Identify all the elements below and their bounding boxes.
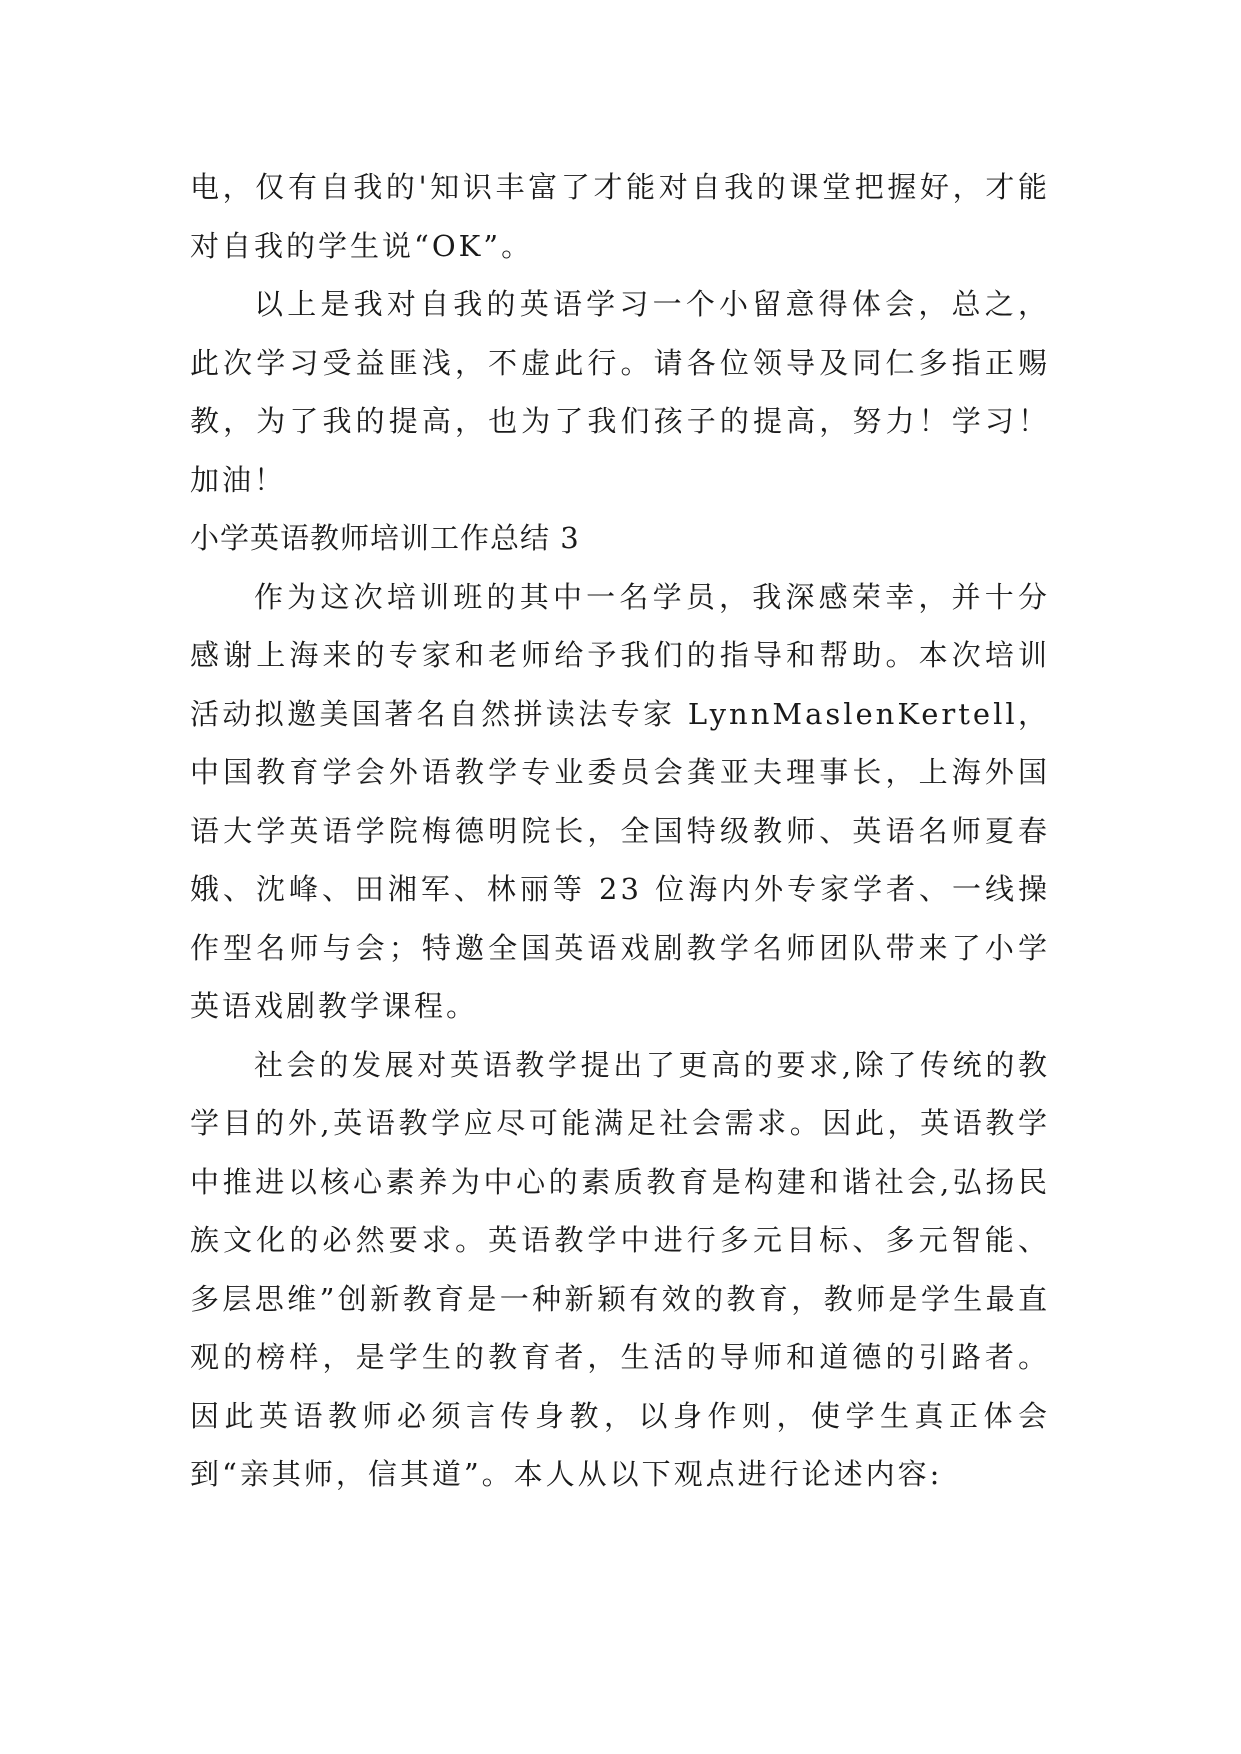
document-body <box>190 158 1050 1504</box>
section-heading: 小学英语教师培训工作总结 3 <box>190 521 580 555</box>
paragraph-social-development: 社会的发展对英语教学提出了更高的要求,除了传统的教学目的外,英语教学应尽可能满足社会需求。因此，英语教学中推进以核心素养为中心的素质教育是构建和谐社会,弘扬民族文化的必然要求。英语教学中进行多元目标、多元智能、多层思维”创新教育是一种新颖有效的教育，教师是学生最直观的榜样，是学生的教育者，生活的导师和道德的引路者。因此英语教师必须言传身教，以身作则，使学生真正体会到“亲其师，信其道”。本人从以下观点进行论述内容: <box>190 1047 1050 1491</box>
paragraph-continuation: 电，仅有自我的'知识丰富了才能对自我的课堂把握好，才能对自我的学生说“OK”。 <box>190 170 1050 263</box>
paragraph-training-intro: 作为这次培训班的其中一名学员，我深感荣幸，并十分感谢上海来的专家和老师给予我们的指导和帮助。本次培训活动拟邀美国著名自然拼读法专家 LynnMaslenKertell，中国教育学会外语教学专业委员会龚亚夫理事长，上海外国语大学英语学院梅德明院长，全国特级教师、英语名师夏春娥、沈峰、田湘军、林丽等 23 位海内外专家学者、一线操作型名师与会；特邀全国英语戏剧教学名师团队带来了小学英语戏剧教学课程。 <box>190 579 1050 1023</box>
paragraph-summary: 以上是我对自我的英语学习一个小留意得体会，总之，此次学习受益匪浅，不虚此行。请各位领导及同仁多指正赐教，为了我的提高，也为了我们孩子的提高，努力！学习！加油！ <box>190 287 1050 497</box>
